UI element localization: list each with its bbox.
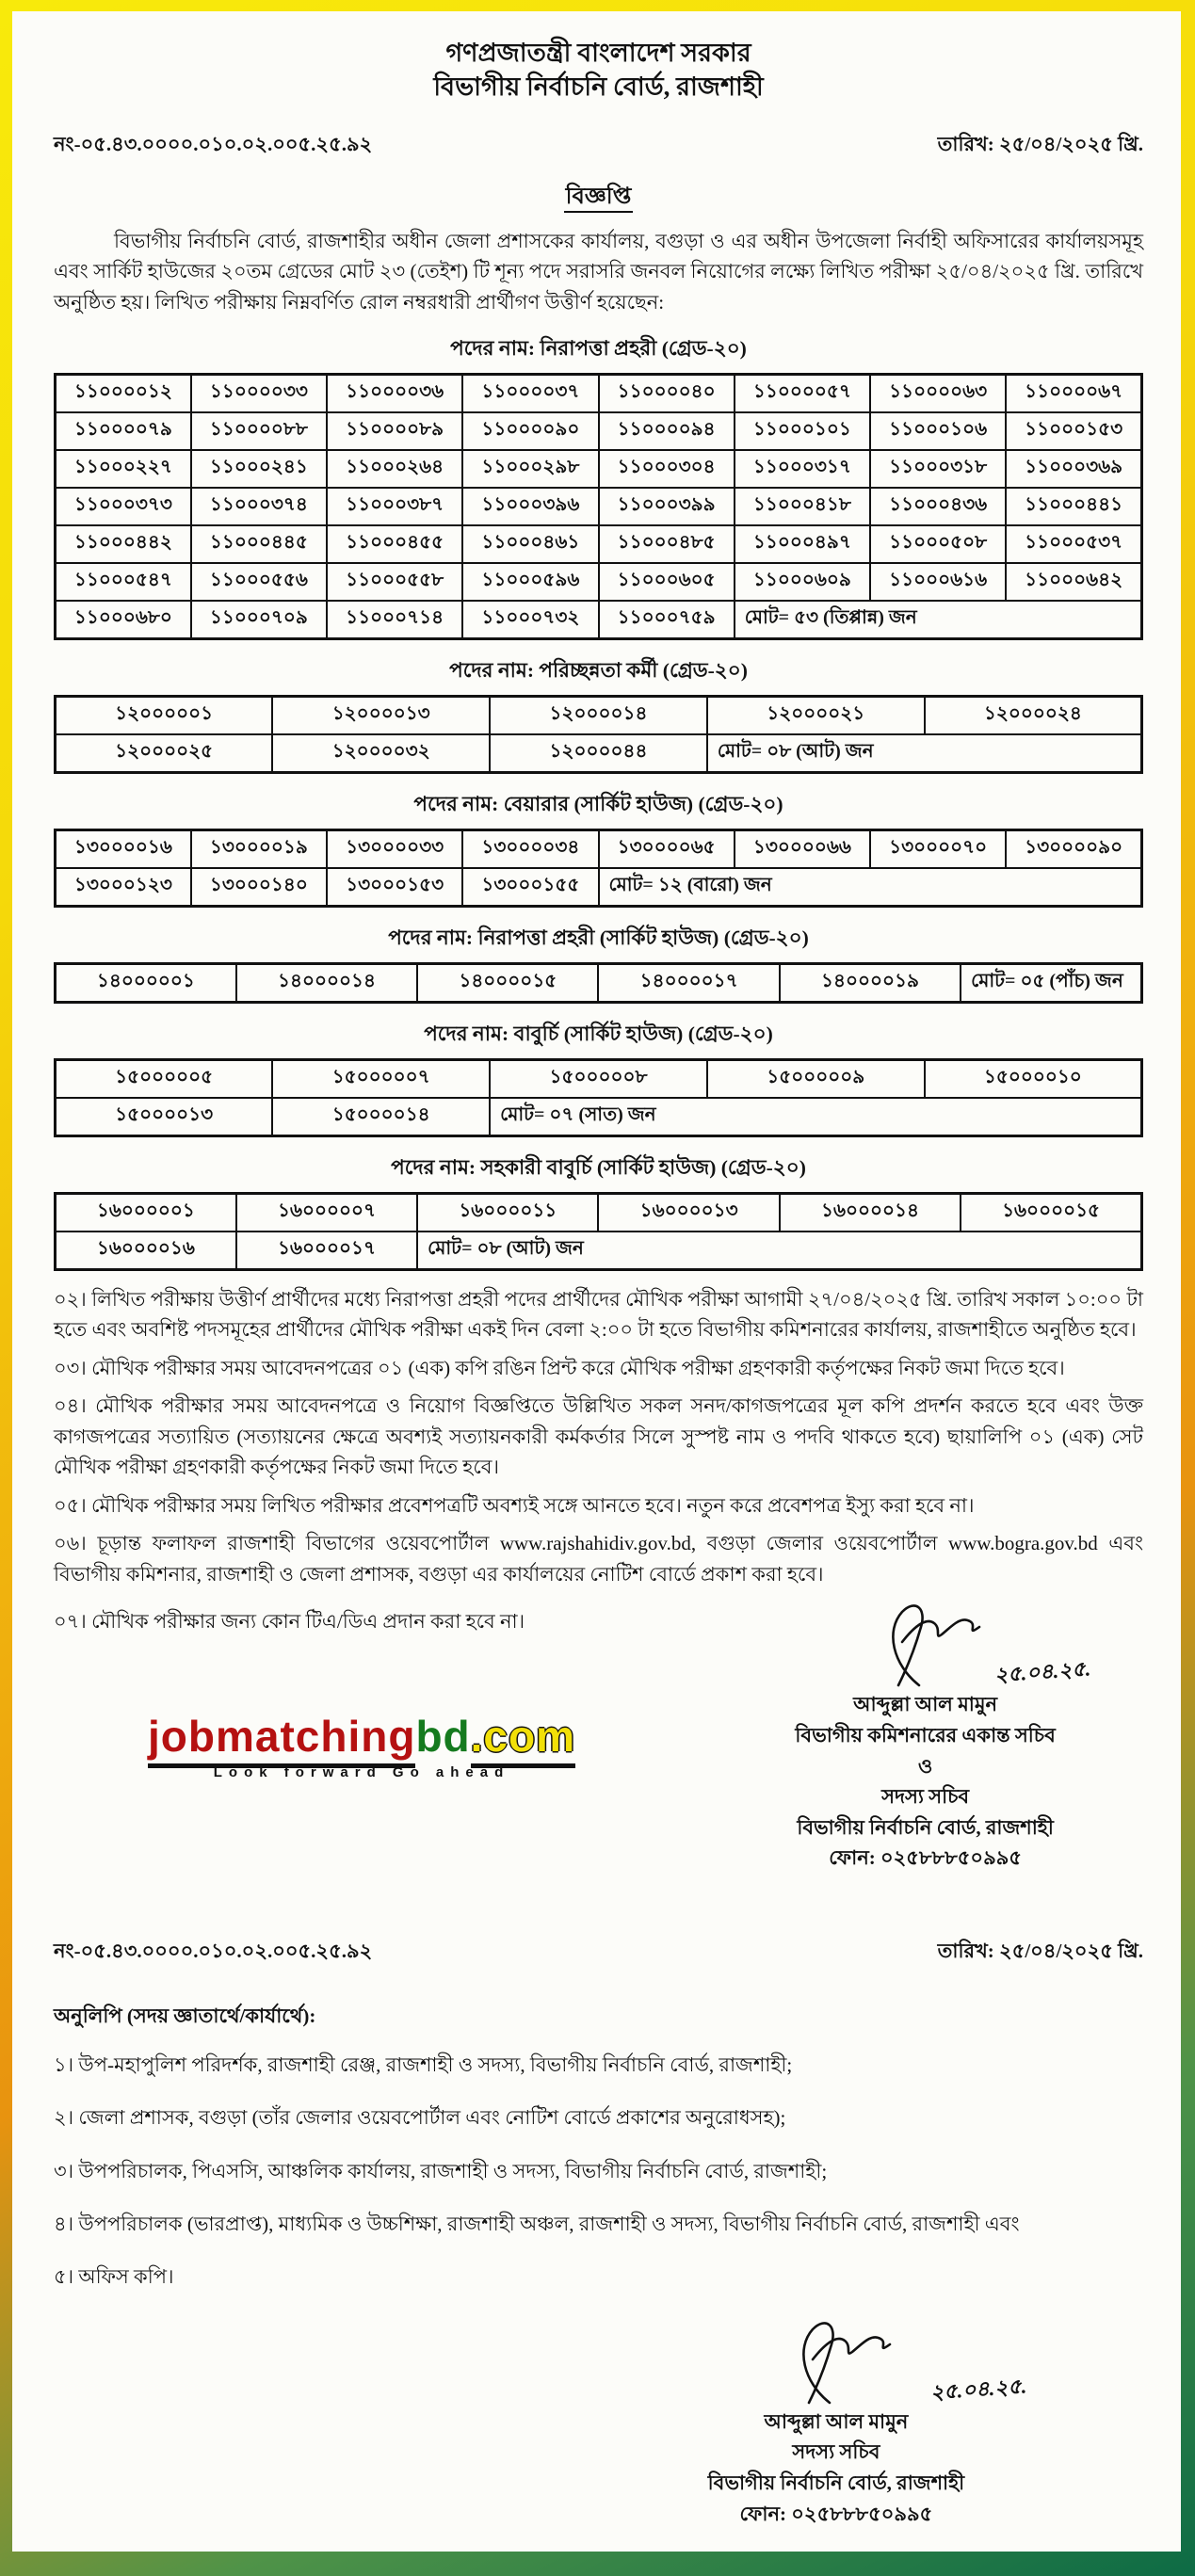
signatory-designation: বিভাগীয় কমিশনারের একান্ত সচিব [795, 1723, 1056, 1747]
roll-number-cell: ১১০০০১০১ [735, 412, 870, 450]
signature-icon [836, 1599, 1015, 1689]
clause-paragraph: ০৫। মৌখিক পরীক্ষার সময় লিখিত পরীক্ষার প্রবেশপত্রটি অবশ্যই সঙ্গে আনতে হবে। নতুন করে প্রবেশপত্র ইস্যু করা হবে না। [54, 1493, 975, 1517]
roll-number-cell: ১১০০০০৮৯ [327, 412, 462, 450]
roll-number-table [54, 1192, 1143, 1271]
logo-part-green: bd [415, 1711, 471, 1761]
roll-number-cell: ১১০০০০৬৩ [870, 374, 1006, 412]
roll-number-cell: ১১০০০০৩৬ [327, 374, 462, 412]
table-row [56, 829, 1142, 868]
table-row [56, 696, 1142, 734]
roll-number-cell: ১৬০০০০১৪ [780, 1193, 961, 1232]
copy-list-item: ৪। উপপরিচালক (ভারপ্রাপ্ত), মাধ্যমিক ও উচ্চশিক্ষা, রাজশাহী অঞ্চল, রাজশাহী ও সদস্য, বিভাগীয় নির্বাচনি বোর্ড, রাজশাহী এবং [54, 2213, 1020, 2236]
roll-number-cell: ১১০০০৩৬৯ [1006, 450, 1141, 488]
table-row [56, 374, 1142, 412]
roll-number-cell: ১১০০০৩১৭ [735, 450, 870, 488]
notice-title-wrap [54, 179, 1143, 217]
signatory-block [707, 1689, 1143, 1873]
roll-number-cell: ১১০০০৭৩২ [462, 601, 598, 639]
total-count-cell: মোট= ০৭ (সাত) জন [490, 1098, 1141, 1136]
roll-number-cell: ১১০০০৭১৪ [327, 601, 462, 639]
roll-number-cell: ১১০০০৩৯৬ [462, 488, 598, 525]
roll-number-cell: ১১০০০২৬৪ [327, 450, 462, 488]
roll-number-cell: ১১০০০০১২ [56, 374, 191, 412]
roll-number-cell: ১৩০০০০৬৬ [735, 829, 870, 868]
roll-number-table [54, 829, 1143, 908]
memo-number: নং-০৫.৪৩.০০০০.০১০.০২.০০৫.২৫.৯২ [54, 132, 373, 155]
clause-paragraph: ০২। লিখিত পরীক্ষায় উত্তীর্ণ প্রার্থীদের মধ্যে নিরাপত্তা প্রহরী পদের প্রার্থীদের মৌখিক পরীক্ষা আগামী ২৭/০৪/২০২৫ খ্রি. তারিখ সকাল ১০:০০ টা হতে এবং অবশিষ্ট পদসমূহের প্রার্থীদের মৌখিক পরীক্ষা একই দিন বেলা ২:০০ টা হতে বিভাগীয় কমিশনারের কার্যালয়, রাজশাহীতে অনুষ্ঠিত হবে। [54, 1287, 1143, 1342]
roll-number-cell: ১৩০০০০৭০ [870, 829, 1006, 868]
roll-number-cell: ১৫০০০০০৭ [272, 1059, 490, 1098]
roll-number-cell: ১৩০০০১৪০ [191, 868, 327, 907]
roll-number-cell: ১২০০০০২৫ [56, 734, 273, 773]
roll-number-cell: ১২০০০০১৩ [272, 696, 490, 734]
roll-number-cell: ১২০০০০১৪ [490, 696, 707, 734]
roll-number-cell: ১১০০০০৩৩ [191, 374, 327, 412]
bottom-signature [586, 2316, 1087, 2529]
roll-number-table [54, 962, 1143, 1004]
roll-number-cell: ১১০০০৭৫৯ [599, 601, 735, 639]
roll-number-cell: ১১০০০৩৭৪ [191, 488, 327, 525]
roll-number-cell: ১১০০০৪৬১ [462, 525, 598, 563]
table-row [56, 1232, 1142, 1270]
roll-number-cell: ১৩০০০১৫৩ [327, 868, 462, 907]
roll-number-cell: ১৫০০০০১৪ [272, 1098, 490, 1136]
roll-number-cell: ১২০০০০০১ [56, 696, 273, 734]
memo-number: নং-০৫.৪৩.০০০০.০১০.০২.০০৫.২৫.৯২ [54, 1939, 373, 1962]
roll-number-cell: ১১০০০৬৪২ [1006, 563, 1141, 601]
signatory-office: বিভাগীয় নির্বাচনি বোর্ড, রাজশাহী [707, 2471, 965, 2494]
signature-area [586, 2316, 1087, 2407]
signatory-name: আব্দুল্লা আল মামুন [853, 1693, 998, 1716]
roll-number-cell: ১৪০০০০১৯ [780, 963, 961, 1002]
date-label: তারিখ: ২৫/০৪/২০২৫ খ্রি. [937, 1939, 1143, 1962]
total-count-cell: মোট= ০৮ (আট) জন [417, 1232, 1141, 1270]
table-row [56, 450, 1142, 488]
logo-tagline: Look forward Go ahead [213, 1763, 510, 1780]
signatory-conjunction: ও [917, 1754, 933, 1778]
signatory-designation2: সদস্য সচিব [881, 1785, 970, 1809]
table-title: পদের নাম: নিরাপত্তা প্রহরী (গ্রেড-২০) [450, 336, 747, 360]
office-title: বিভাগীয় নির্বাচনি বোর্ড, রাজশাহী [433, 72, 764, 102]
roll-number-cell: ১৪০০০০১৪ [236, 963, 417, 1002]
roll-number-cell: ১১০০০৩১৮ [870, 450, 1006, 488]
table-row [56, 1193, 1142, 1232]
clause-paragraph: ০৩। মৌখিক পরীক্ষার সময় আবেদনপত্রের ০১ (এক) কপি রঙিন প্রিন্ট করে মৌখিক পরীক্ষা গ্রহণকারী কর্তৃপক্ষের নিকট জমা দিতে হবে। [54, 1356, 1065, 1379]
signatory-office: বিভাগীয় নির্বাচনি বোর্ড, রাজশাহী [797, 1815, 1054, 1839]
roll-number-cell: ১১০০০০৮৮ [191, 412, 327, 450]
roll-number-cell: ১১০০০৪৪২ [56, 525, 191, 563]
table-row [56, 868, 1142, 907]
total-count-cell: মোট= ১২ (বারো) জন [599, 868, 1142, 907]
roll-number-cell: ১১০০০৫৫৬ [191, 563, 327, 601]
table-row [56, 601, 1142, 639]
total-count-cell: মোট= ৫৩ (তিপ্পান্ন) জন [735, 601, 1142, 639]
roll-number-cell: ১১০০০৪৫৫ [327, 525, 462, 563]
roll-number-cell: ১১০০০০৫৭ [735, 374, 870, 412]
signatory-block [586, 2407, 1087, 2529]
roll-number-cell: ১১০০০৭০৯ [191, 601, 327, 639]
document-page [12, 11, 1181, 2552]
roll-number-cell: ১২০০০০৩২ [272, 734, 490, 773]
roll-number-cell: ১৫০০০০০৫ [56, 1059, 273, 1098]
roll-number-cell: ১৩০০০১৫৫ [462, 868, 598, 907]
roll-number-cell: ১৬০০০০১৭ [236, 1232, 417, 1270]
table-title: পদের নাম: সহকারী বাবুর্চি (সার্কিট হাউজ) (গ্রেড-২০) [391, 1155, 806, 1179]
roll-table-wrap [54, 1058, 1143, 1137]
roll-number-cell: ১৬০০০০১৬ [56, 1232, 236, 1270]
table-row [56, 734, 1142, 773]
table-title: পদের নাম: বাবুর্চি (সার্কিট হাউজ) (গ্রেড-২০) [424, 1022, 773, 1045]
roll-number-cell: ১১০০০০৩৭ [462, 374, 598, 412]
roll-number-cell: ১১০০০৪৪১ [1006, 488, 1141, 525]
signature-logo-row [54, 1599, 1143, 1873]
roll-number-cell: ১৩০০০০১৯ [191, 829, 327, 868]
intro-paragraph: বিভাগীয় নির্বাচনি বোর্ড, রাজশাহীর অধীন জেলা প্রশাসকের কার্যালয়, বগুড়া ও এর অধীন উপজেলা নির্বাহী অফিসারের কার্যালয়সমূহ এবং সার্কিট হাউজের ২০তম গ্রেডের মোট ২৩ (তেইশ) টি শূন্য পদে সরাসরি জনবল নিয়োগের লক্ষ্যে লিখিত পরীক্ষা ২৫/০৪/২০২৫ খ্রি. তারিখে অনুষ্ঠিত হয়। লিখিত পরীক্ষায় নিম্নবর্ণিত রোল নম্বরধারী প্রার্থীগণ উত্তীর্ণ হয়েছেন: [54, 229, 1143, 314]
roll-number-cell: ১১০০০৬০৫ [599, 563, 735, 601]
copy-list-item: ২। জেলা প্রশাসক, বগুড়া (তাঁর জেলার ওয়েবপোর্টাল এবং নোটিশ বোর্ডে প্রকাশের অনুরোধসহ); [54, 2106, 786, 2130]
roll-table-wrap [54, 829, 1143, 908]
roll-number-cell: ১১০০০৩০৪ [599, 450, 735, 488]
roll-number-cell: ১১০০০২৯৮ [462, 450, 598, 488]
roll-number-cell: ১১০০০৫৯৬ [462, 563, 598, 601]
reference-row [54, 129, 1143, 162]
roll-number-cell: ১৬০০০০১৫ [961, 1193, 1141, 1232]
roll-number-cell: ১১০০০৩৯৯ [599, 488, 735, 525]
copy-list-item: ১। উপ-মহাপুলিশ পরিদর্শক, রাজশাহী রেঞ্জ, রাজশাহী ও সদস্য, বিভাগীয় নির্বাচনি বোর্ড, রাজশাহী; [54, 2053, 793, 2076]
table-title: পদের নাম: বেয়ারার (সার্কিট হাউজ) (গ্রেড-২০) [413, 792, 783, 815]
roll-number-cell: ১১০০০১০৬ [870, 412, 1006, 450]
roll-number-cell: ১১০০০০৭৯ [56, 412, 191, 450]
roll-number-cell: ১১০০০৬১৬ [870, 563, 1006, 601]
roll-number-cell: ১৪০০০০১৭ [598, 963, 779, 1002]
roll-number-cell: ১৩০০০০১৬ [56, 829, 191, 868]
roll-number-cell: ১১০০০৬৮০ [56, 601, 191, 639]
copy-list-heading: অনুলিপি (সদয় জ্ঞাতার্থে/কার্যার্থে): [54, 2004, 316, 2027]
signature-area [707, 1599, 1143, 1689]
roll-number-cell: ১৪০০০০১৫ [417, 963, 598, 1002]
roll-number-cell: ১১০০০২৪১ [191, 450, 327, 488]
roll-number-cell: ১১০০০৪৮৫ [599, 525, 735, 563]
footer-reference-row [54, 1936, 1143, 1969]
table-title: পদের নাম: নিরাপত্তা প্রহরী (সার্কিট হাউজ) (গ্রেড-২০) [388, 926, 809, 949]
logo-part-red: jobmatching [148, 1712, 415, 1768]
roll-number-cell: ১৫০০০০১০ [925, 1059, 1142, 1098]
roll-number-cell: ১২০০০০২১ [707, 696, 925, 734]
signatory-designation: সদস্য সচিব [792, 2440, 880, 2464]
roll-number-cell: ১৪০০০০০১ [56, 963, 236, 1002]
copy-list-item: ৩। উপপরিচালক, পিএসসি, আঞ্চলিক কার্যালয়, রাজশাহী ও সদস্য, বিভাগীয় নির্বাচনি বোর্ড, রাজশাহী; [54, 2159, 828, 2182]
roll-number-cell: ১১০০০৫৪৭ [56, 563, 191, 601]
jobmatchingbd-logo [148, 1711, 576, 1780]
roll-number-cell: ১২০০০০৪৪ [490, 734, 707, 773]
signatory-phone: ফোন: ০২৫৮৮৮৫০৯৯৫ [739, 2502, 933, 2525]
roll-number-cell: ১১০০০৩৮৭ [327, 488, 462, 525]
clause-paragraph: ০৬। চূড়ান্ত ফলাফল রাজশাহী বিভাগের ওয়েবপোর্টাল www.rajshahidiv.gov.bd, বগুড়া জেলার ওয়েবপোর্টাল www.bogra.gov.bd এবং বিভাগীয় কমিশনার, রাজশাহী ও জেলা প্রশাসক, বগুড়া এর কার্যালয়ের নোটিশ বোর্ডে প্রকাশ করা হবে। [54, 1532, 1143, 1586]
table-title: পদের নাম: পরিচ্ছন্নতা কর্মী (গ্রেড-২০) [449, 658, 748, 682]
roll-number-cell: ১১০০০০৯৪ [599, 412, 735, 450]
roll-number-cell: ১৩০০০১২৩ [56, 868, 191, 907]
table-row [56, 1059, 1142, 1098]
roll-number-cell: ১১০০০৩৭৩ [56, 488, 191, 525]
total-count-cell: মোট= ০৫ (পাঁচ) জন [961, 963, 1141, 1002]
roll-number-cell: ১১০০০৪৪৫ [191, 525, 327, 563]
table-row [56, 525, 1142, 563]
roll-number-cell: ১৩০০০০৬৫ [599, 829, 735, 868]
roll-number-cell: ১৫০০০০০৯ [707, 1059, 925, 1098]
roll-number-cell: ১৫০০০০০৮ [490, 1059, 707, 1098]
government-title: গণপ্রজাতন্ত্রী বাংলাদেশ সরকার [445, 39, 751, 67]
roll-number-cell: ১১০০০৫৫৮ [327, 563, 462, 601]
roll-number-cell: ১৩০০০০৩৪ [462, 829, 598, 868]
signatory-phone: ফোন: ০২৫৮৮৮৫০৯৯৫ [829, 1846, 1022, 1870]
roll-number-cell: ১১০০০৪৩৬ [870, 488, 1006, 525]
copy-list-item: ৫। অফিস কপি। [54, 2265, 174, 2289]
roll-number-cell: ১১০০০০৯০ [462, 412, 598, 450]
roll-number-cell: ১৬০০০০০১ [56, 1193, 236, 1232]
roll-number-cell: ১৬০০০০১১ [417, 1193, 598, 1232]
roll-number-cell: ১১০০০০৬৭ [1006, 374, 1141, 412]
roll-number-cell: ১২০০০০২৪ [925, 696, 1142, 734]
roll-number-table [54, 695, 1143, 774]
total-count-cell: মোট= ০৮ (আট) জন [707, 734, 1142, 773]
table-row [56, 412, 1142, 450]
handwritten-date: ২৫.০৪.২৫. [993, 1656, 1092, 1687]
roll-number-cell: ১১০০০৬০৯ [735, 563, 870, 601]
signatory-name: আব্দুল্লা আল মামুন [764, 2409, 909, 2433]
roll-number-cell: ১১০০০৪১৮ [735, 488, 870, 525]
roll-number-cell: ১৫০০০০১৩ [56, 1098, 273, 1136]
clause-paragraph: ০৪। মৌখিক পরীক্ষার সময় আবেদনপত্রে ও নিয়োগ বিজ্ঞপ্তিতে উল্লিখিত সকল সনদ/কাগজপত্রের মূল কপি প্রদর্শন করতে হবে এবং উক্ত কাগজপত্রের সত্যায়িত (সত্যায়নের ক্ষেত্রে অবশ্যই সত্যায়নকারী কর্মকর্তার সিলে সুস্পষ্ট নাম ও পদবি থাকতে হবে) ছায়ালিপি ০১ (এক) সেট মৌখিক পরীক্ষা গ্রহণকারী কর্তৃপক্ষের নিকট জমা দিতে হবে। [54, 1394, 1143, 1479]
roll-number-cell: ১১০০০০৪০ [599, 374, 735, 412]
roll-number-cell: ১১০০০৫৩৭ [1006, 525, 1141, 563]
logo-text [148, 1711, 576, 1761]
roll-number-cell: ১৩০০০০৯০ [1006, 829, 1141, 868]
roll-table-wrap [54, 695, 1143, 774]
roll-number-cell: ১৩০০০০৩৩ [327, 829, 462, 868]
roll-number-cell: ১১০০০২২৭ [56, 450, 191, 488]
handwritten-date: ২৫.০৪.২৫. [929, 2374, 1027, 2405]
roll-table-wrap [54, 962, 1143, 1004]
roll-number-table [54, 1058, 1143, 1137]
roll-number-cell: ১৬০০০০০৭ [236, 1193, 417, 1232]
roll-table-wrap [54, 1192, 1143, 1271]
table-row [56, 963, 1142, 1002]
roll-number-table [54, 373, 1143, 640]
roll-table-wrap [54, 373, 1143, 640]
table-row [56, 1098, 1142, 1136]
clause-paragraph: ০৭। মৌখিক পরীক্ষার জন্য কোন টিএ/ডিএ প্রদান করা হবে না। [54, 1610, 525, 1634]
table-row [56, 563, 1142, 601]
roll-number-cell: ১১০০০৪৯৭ [735, 525, 870, 563]
roll-number-cell: ১১০০০৫০৮ [870, 525, 1006, 563]
table-row [56, 488, 1142, 525]
signature-icon [747, 2316, 926, 2407]
logo-part-yellow: .com [471, 1712, 575, 1768]
notice-title: বিজ্ঞপ্তি [564, 185, 634, 213]
date-label: তারিখ: ২৫/০৪/২০২৫ খ্রি. [937, 132, 1143, 155]
roll-number-cell: ১১০০০১৫৩ [1006, 412, 1141, 450]
roll-number-cell: ১৬০০০০১৩ [598, 1193, 779, 1232]
